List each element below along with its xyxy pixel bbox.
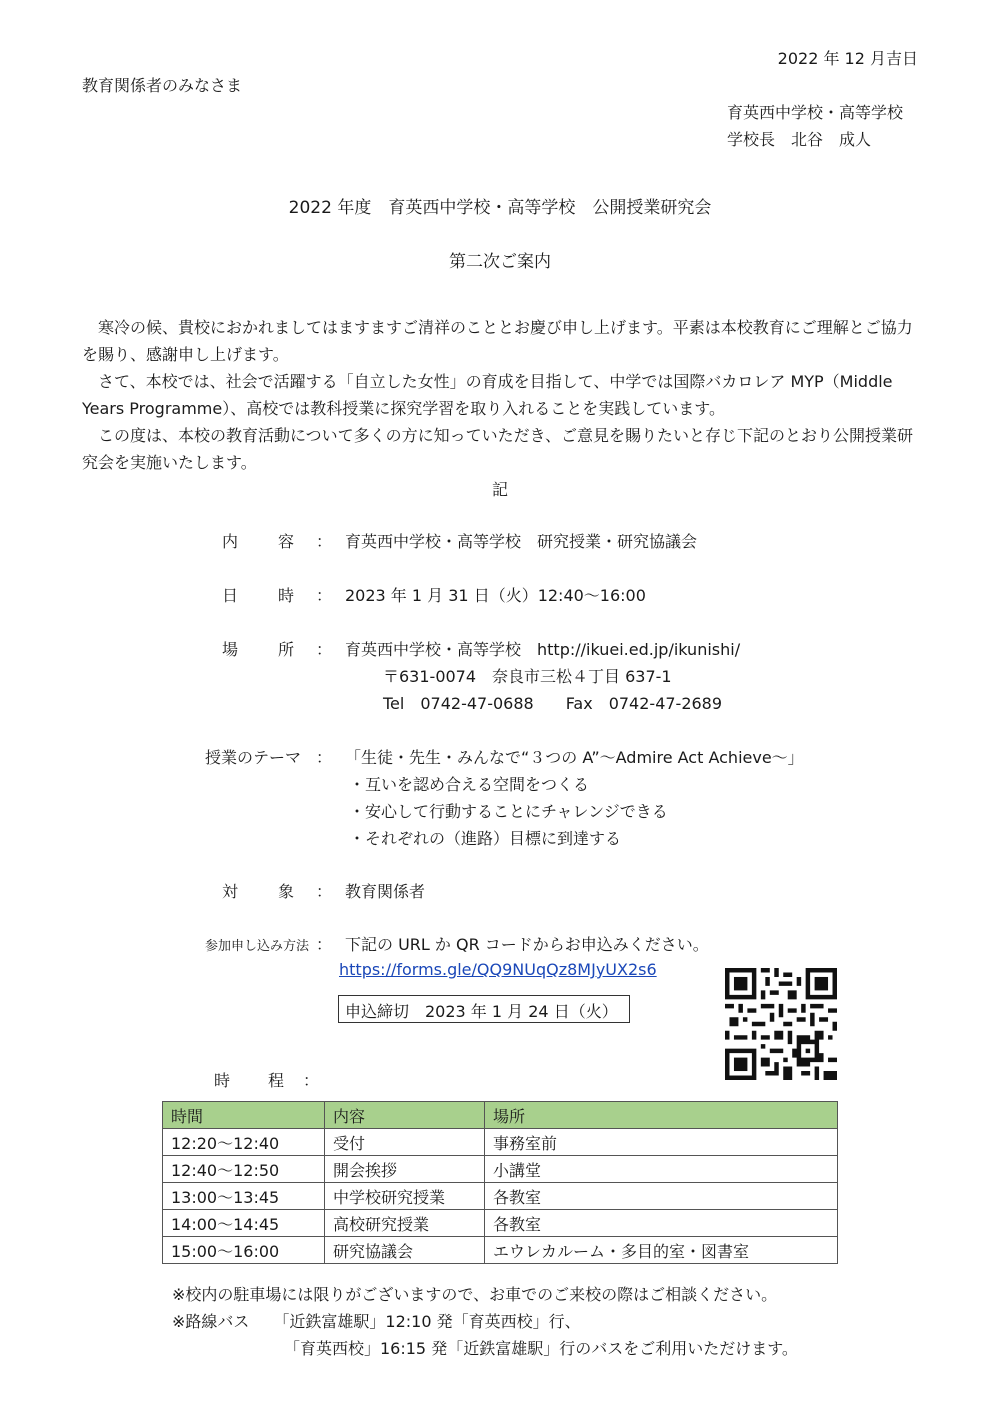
sender-school: 育英西中学校・高等学校 [727,103,904,122]
page-title: 2022 年度 育英西中学校・高等学校 公開授業研究会 [288,198,712,218]
schedule-label [214,1068,284,1091]
paragraph-intro: さて、本校では、社会で活躍する「自立した女性」の育成を目指して、中学では国際バカロレア MYP（Middle Years Programme）、高校では教科授業に探究学習を取り入れることを実践しています。 [82,372,893,418]
place-label-char-1: 場 [222,640,239,659]
datetime-label-char-2: 時 [277,586,294,605]
apply-label: 参加申し込み方法 [205,939,310,954]
place-label [222,637,294,660]
target-label [222,879,294,902]
target-colon: ： [316,882,333,901]
place-colon: ： [316,640,333,659]
schedule-table [162,1101,838,1264]
cell-time: 14:00～14:45 [163,1210,325,1237]
addressee: 教育関係者のみなさま [82,76,243,95]
header-time: 時間 [163,1102,325,1129]
place-value: 育英西中学校・高等学校 http://ikuei.ed.jp/ikunishi/ [345,640,741,659]
deadline-box: 申込締切 2023 年 1 月 24 日（火） [338,995,630,1023]
content-colon: ： [316,532,333,551]
target-label-char-2: 象 [277,882,294,901]
apply-url-link[interactable]: https://forms.gle/QQ9NUqQz8MJyUX2s6 [339,960,657,979]
cell-place: 事務室前 [485,1129,838,1156]
ki-mark: 記 [491,480,508,499]
cell-content: 高校研究授業 [325,1210,485,1237]
note-bus-return: 「育英西校」16:15 発「近鉄富雄駅」行のバスをご利用いただけます。 [284,1339,798,1358]
cell-time: 15:00～16:00 [163,1237,325,1264]
cell-time: 12:20～12:40 [163,1129,325,1156]
datetime-value: 2023 年 1 月 31 日（火）12:40～16:00 [345,586,646,605]
theme-label: 授業のテーマ [205,748,302,767]
schedule-label-char-1: 時 [214,1071,231,1090]
table-row [163,1183,838,1210]
theme-bullet: ・安心して行動することにチャレンジできる [349,802,668,821]
table-row [163,1156,838,1183]
theme-bullet: ・それぞれの（進路）目標に到達する [349,829,622,848]
sender-principal: 学校長 北谷 成人 [727,130,872,149]
apply-colon: ： [316,935,333,954]
paragraph-greeting: 寒冷の候、貴校におかれましてはますますご清祥のこととお慶び申し上げます。平素は本校教育にご理解とご協力を賜り、感謝申し上げます。 [82,318,913,364]
header-place: 場所 [485,1102,838,1129]
table-row [163,1237,838,1264]
schedule-label-char-2: 程 [267,1071,284,1090]
cell-content: 研究協議会 [325,1237,485,1264]
cell-content: 開会挨拶 [325,1156,485,1183]
content-value: 育英西中学校・高等学校 研究授業・研究協議会 [345,532,698,551]
place-phone: Tel 0742-47-0688 Fax 0742-47-2689 [383,694,723,713]
header-content: 内容 [325,1102,485,1129]
target-value: 教育関係者 [345,882,426,901]
table-row [163,1129,838,1156]
place-label-char-2: 所 [277,640,294,659]
qr-code-icon[interactable] [725,968,837,1080]
theme-colon: ： [316,748,333,767]
cell-time: 12:40～12:50 [163,1156,325,1183]
issue-date: 2022 年 12 月吉日 [777,49,918,68]
datetime-colon: ： [316,586,333,605]
cell-content: 受付 [325,1129,485,1156]
cell-time: 13:00～13:45 [163,1183,325,1210]
cell-place: 小講堂 [485,1156,838,1183]
cell-place: 各教室 [485,1210,838,1237]
note-parking: ※校内の駐車場には限りがございますので、お車でのご来校の際はご相談ください。 [172,1285,778,1304]
content-label-char-2: 容 [277,532,294,551]
apply-value: 下記の URL か QR コードからお申込みください。 [345,935,709,954]
content-label-char-1: 内 [222,532,239,551]
page-subtitle: 第二次ご案内 [449,252,551,272]
target-label-char-1: 対 [222,882,239,901]
content-label [222,529,294,552]
datetime-label [222,583,294,606]
datetime-label-char-1: 日 [222,586,239,605]
theme-bullet: ・互いを認め合える空間をつくる [349,775,590,794]
table-row [163,1210,838,1237]
cell-place: エウレカルーム・多目的室・図書室 [485,1237,838,1264]
schedule-colon: ： [303,1071,320,1090]
cell-place: 各教室 [485,1183,838,1210]
note-bus: ※路線バス 「近鉄富雄駅」12:10 発「育英西校」行、 [172,1312,581,1331]
paragraph-announcement: この度は、本校の教育活動について多くの方に知っていただき、ご意見を賜りたいと存じ下記のとおり公開授業研究会を実施いたします。 [82,426,914,472]
place-address: 〒631-0074 奈良市三松４丁目 637-1 [383,667,672,686]
cell-content: 中学校研究授業 [325,1183,485,1210]
table-header-row [163,1102,838,1129]
theme-value: 「生徒・先生・みんなで“３つの A”～Admire Act Achieve～」 [345,748,804,767]
